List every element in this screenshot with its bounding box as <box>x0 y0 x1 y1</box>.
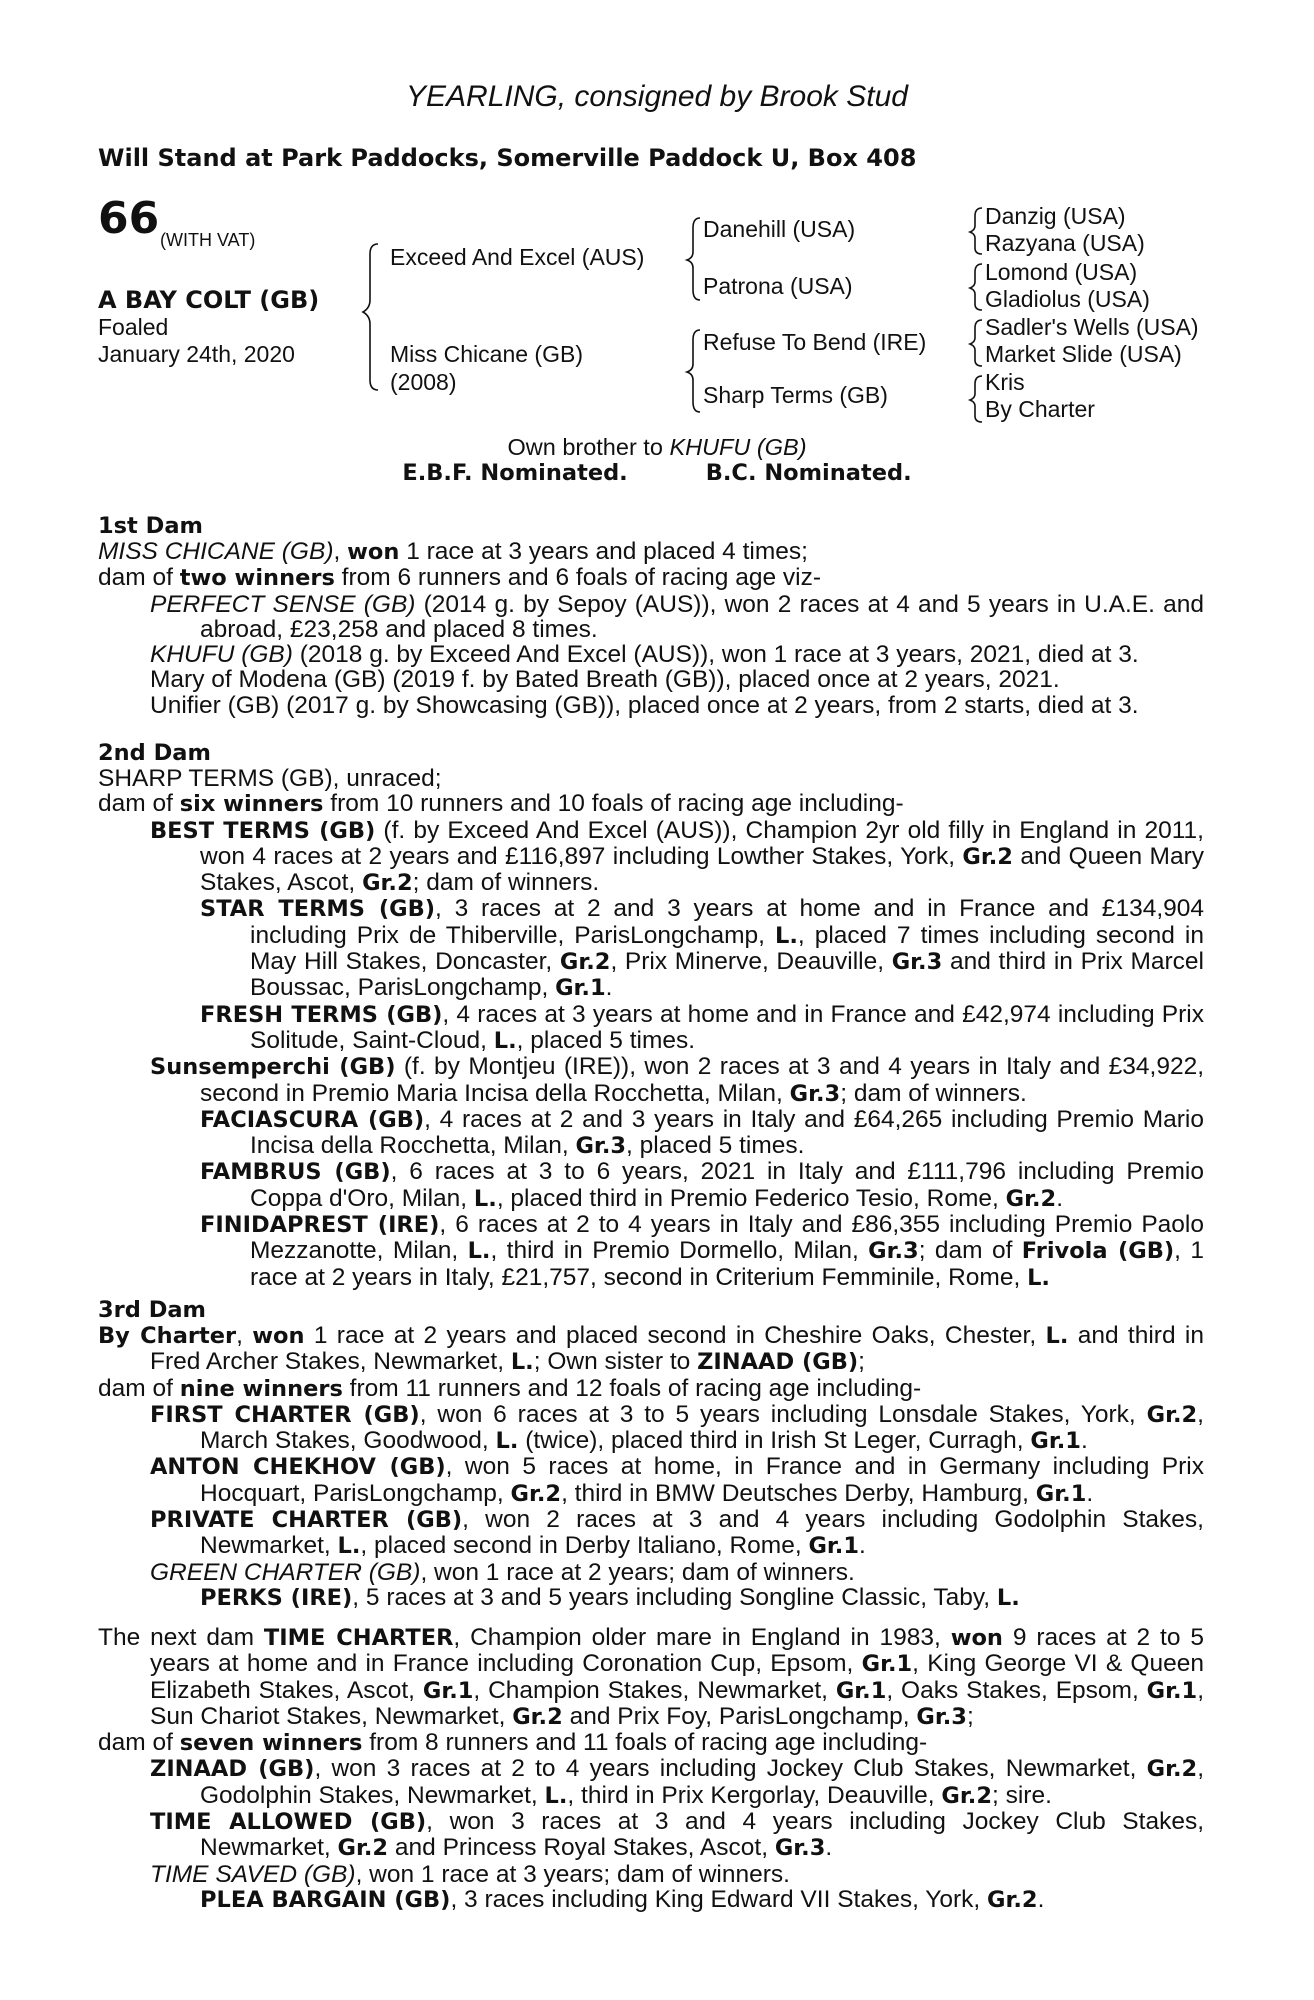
text-run: , Champion Stakes, Newmarket, <box>473 1676 836 1704</box>
text-run: from 10 runners and 10 foals of racing age including- <box>323 790 904 818</box>
pedigree-g3-6: Market Slide (USA) <box>985 341 1182 367</box>
text-run: , won 3 races at 2 to 4 years including Jockey Club Stakes, Newmarket, <box>314 1755 1147 1783</box>
text-run: dam of <box>98 564 180 592</box>
brace-dam <box>687 330 700 412</box>
bold-run: Gr.3 <box>575 1133 627 1160</box>
bold-run: L. <box>544 1782 568 1809</box>
entry-line <box>98 1454 1204 1507</box>
third-dam-section <box>98 1298 1204 1611</box>
entry-line <box>98 539 1204 565</box>
text-run: dam of <box>98 1374 180 1402</box>
bold-run: L. <box>473 1185 497 1212</box>
section-entries <box>98 539 1204 718</box>
pedigree-g3-8: By Charter <box>985 396 1095 422</box>
entry-line <box>98 791 1204 817</box>
bold-run: Gr.1 <box>861 1651 913 1678</box>
text-run: 1 race at 2 years and placed second in Cheshire Oaks, Chester, <box>304 1322 1046 1349</box>
bold-run: L. <box>1027 1264 1050 1291</box>
text-run: . <box>1056 1184 1064 1212</box>
text-run: , third in BMW Deutsches Derby, Hamburg, <box>561 1479 1036 1507</box>
stand-location: Will Stand at Park Paddocks, Somerville Paddock U, Box 408 <box>98 144 917 172</box>
bold-run: By Charter <box>98 1323 237 1349</box>
italic-run: TIME SAVED (GB) <box>150 1860 356 1888</box>
brother-prefix: Own brother to <box>507 434 670 460</box>
text-run: and third in Prix Marcel Boussac, ParisLongchamp, <box>250 948 1204 1002</box>
text-run: ; <box>858 1348 865 1376</box>
text-run: ; dam of <box>918 1237 1022 1265</box>
text-run: from 8 runners and 11 foals of racing age including- <box>362 1729 928 1757</box>
entry-line <box>98 1756 1204 1809</box>
entry-line <box>98 1560 1204 1585</box>
bold-run: Gr.2 <box>1146 1401 1198 1428</box>
entry-line <box>98 693 1204 718</box>
bold-run: Gr.2 <box>512 1703 563 1730</box>
bold-run: FRESH TERMS (GB) <box>200 1001 443 1028</box>
entry-line <box>98 1625 1204 1730</box>
text-run: (twice), placed third in Irish St Leger, Curragh, <box>518 1427 1031 1455</box>
bold-run: FAMBRUS (GB) <box>200 1159 391 1186</box>
entry-line <box>98 592 1204 643</box>
bold-run: seven winners <box>179 1730 363 1757</box>
bold-run: Gr.3 <box>774 1835 826 1862</box>
text-run: , Sun Chariot Stakes, Newmarket, <box>150 1676 1205 1730</box>
text-run: and Princess Royal Stakes, Ascot, <box>388 1834 775 1862</box>
consignment-heading: YEARLING, consigned by Brook Stud <box>406 80 908 113</box>
text-run: (2014 g. by Sepoy (AUS)), won 2 races at 4 and 5 years in U.A.E. and abroad, £23,258 and placed 8 times. <box>200 590 1205 643</box>
section-title: 1st Dam <box>98 513 203 539</box>
section-title: 3rd Dam <box>98 1297 206 1323</box>
bold-run: nine winners <box>179 1375 343 1402</box>
pedigree-g3-7: Kris <box>985 369 1025 395</box>
section-entries <box>98 766 1204 1291</box>
bold-run: Gr.1 <box>1035 1480 1087 1507</box>
text-run: ; dam of winners. <box>840 1079 1027 1107</box>
text-run: , placed 5 times. <box>516 1026 696 1054</box>
text-run: , 4 races at 2 and 3 years in Italy and £64,265 including Premio Mario Incisa della Rocchetta, Milan, <box>250 1105 1204 1160</box>
bold-run: won <box>950 1625 1003 1651</box>
bold-run: ANTON CHEKHOV (GB) <box>150 1454 446 1481</box>
entry-line <box>98 1107 1204 1160</box>
bold-run: L. <box>1045 1323 1069 1349</box>
bold-run: Gr.3 <box>891 949 943 976</box>
entry-line <box>98 1402 1204 1455</box>
text-run: . <box>605 974 613 1002</box>
entry-line <box>98 1585 1204 1611</box>
bold-run: L. <box>467 1238 491 1265</box>
foaled-date: January 24th, 2020 <box>98 341 295 367</box>
text-run: 9 races at 2 to 5 years at home and in France including Coronation Cup, Epsom, <box>150 1624 1204 1678</box>
bold-run: ZINAAD (GB) <box>697 1349 859 1376</box>
bold-run: Gr.3 <box>789 1080 841 1107</box>
brace-main <box>363 244 378 390</box>
bold-run: two winners <box>179 565 335 592</box>
bold-run: Gr.1 <box>422 1677 474 1704</box>
text-run: , won 6 races at 3 to 5 years including Lonsdale Stakes, York, <box>419 1400 1147 1428</box>
bold-run: won <box>252 1323 305 1349</box>
entry-line <box>98 1730 1204 1756</box>
bold-run: L. <box>774 922 798 949</box>
vat-note: (WITH VAT) <box>160 230 256 250</box>
bold-run: Gr.2 <box>1005 1185 1057 1212</box>
pedigree-g3-2: Razyana (USA) <box>985 230 1145 256</box>
text-run: , King George VI & Queen Elizabeth Stakes, Ascot, <box>150 1650 1204 1704</box>
pedigree-sire-dam: Patrona (USA) <box>703 273 853 299</box>
bold-run: Gr.2 <box>1146 1756 1198 1783</box>
bold-run: L. <box>996 1584 1020 1611</box>
pedigree-g3-5: Sadler's Wells (USA) <box>985 314 1199 340</box>
bold-run: Gr.2 <box>941 1782 992 1809</box>
entry-line <box>98 1887 1204 1913</box>
text-run: , 6 races at 2 to 4 years in Italy and £86,355 including Premio Paolo Mezzanotte, Milan, <box>250 1211 1204 1265</box>
next-dam-section <box>98 1625 1204 1913</box>
bold-run: Gr.2 <box>337 1835 389 1862</box>
bold-run: FIRST CHARTER (GB) <box>150 1401 420 1428</box>
text-run: , placed 5 times. <box>626 1132 805 1160</box>
bold-run: PRIVATE CHARTER (GB) <box>150 1507 463 1534</box>
text-run: , <box>236 1322 253 1349</box>
text-run: , <box>333 538 348 565</box>
bold-run: PLEA BARGAIN (GB) <box>200 1886 451 1913</box>
bold-run: STAR TERMS (GB) <box>200 896 436 923</box>
pedigree-g3-4: Gladiolus (USA) <box>985 286 1150 312</box>
text-run: , Godolphin Stakes, Newmarket, <box>200 1755 1204 1809</box>
text-run: from 11 runners and 12 foals of racing age including- <box>342 1374 922 1402</box>
bold-run: TIME CHARTER <box>263 1625 454 1651</box>
text-run: (2018 g. by Exceed And Excel (AUS)), won 1 race at 3 years, 2021, died at 3. <box>292 641 1139 669</box>
italic-run: MISS CHICANE (GB) <box>98 538 334 565</box>
text-run: , Oaks Stakes, Epsom, <box>886 1676 1147 1704</box>
pedigree-sire-sire: Danehill (USA) <box>703 216 856 242</box>
pedigree-g3-1: Danzig (USA) <box>985 203 1126 229</box>
text-run: . <box>1086 1479 1094 1507</box>
section-entries <box>98 1323 1204 1611</box>
bold-run: BEST TERMS (GB) <box>150 817 376 844</box>
text-run: , third in Premio Dormello, Milan, <box>490 1237 869 1265</box>
text-run: , won 3 races at 3 and 4 years including Jockey Club Stakes, Newmarket, <box>200 1808 1205 1862</box>
text-run: , won 5 races at home, in France and in Germany including Prix Hocquart, ParisLongchamp, <box>200 1453 1204 1507</box>
text-run: , Prix Minerve, Deauville, <box>610 948 892 976</box>
entry-line <box>98 766 1204 791</box>
entry-line <box>98 1212 1204 1291</box>
bold-run: won <box>347 539 400 565</box>
text-run: (f. by Montjeu (IRE)), won 2 races at 3 and 4 years in Italy and £34,922, second in Premio Maria Incisa della Rocchetta, Milan, <box>200 1053 1204 1107</box>
first-dam-section <box>98 514 1204 718</box>
text-run: . <box>1037 1885 1045 1913</box>
text-run: ; Own sister to <box>533 1348 698 1376</box>
text-run: , 1 race at 2 years in Italy, £21,757, second in Criterium Femminile, Rome, <box>250 1237 1204 1291</box>
pedigree-dam-year: (2008) <box>390 369 457 395</box>
text-run: . <box>1080 1427 1088 1455</box>
entry-line <box>98 565 1204 591</box>
pedigree-dam-dam: Sharp Terms (GB) <box>703 382 888 408</box>
brace-refuse <box>970 320 982 366</box>
entry-line <box>98 1376 1204 1402</box>
italic-run: KHUFU (GB) <box>150 641 293 669</box>
brother-name: KHUFU (GB) <box>669 434 807 460</box>
text-run: and Prix Foy, ParisLongchamp, <box>562 1702 917 1730</box>
pedigree-g3-3: Lomond (USA) <box>985 259 1138 285</box>
italic-run: PERFECT SENSE (GB) <box>150 590 416 618</box>
entry-line <box>98 1323 1204 1376</box>
brace-patrona <box>970 264 982 310</box>
pedigree-sire: Exceed And Excel (AUS) <box>390 244 645 270</box>
text-run: from 6 runners and 6 foals of racing age viz- <box>334 564 822 592</box>
bold-run: L. <box>510 1349 534 1376</box>
lot-number: 66 <box>98 193 160 244</box>
pedigree-dam: Miss Chicane (GB) <box>390 341 583 367</box>
bold-run: FACIASCURA (GB) <box>200 1106 425 1133</box>
bold-run: TIME ALLOWED (GB) <box>150 1809 427 1836</box>
text-run: , third in Prix Kergorlay, Deauville, <box>567 1781 942 1809</box>
text-run: ; sire. <box>991 1781 1052 1809</box>
entry-line <box>98 1159 1204 1212</box>
entry-line <box>98 667 1204 692</box>
nomination-line <box>0 460 1314 486</box>
entry-line <box>98 1862 1204 1887</box>
brother-note <box>0 435 1314 460</box>
bc-nomination: B.C. Nominated. <box>705 460 912 486</box>
text-run: , placed third in Premio Federico Tesio, Rome, <box>496 1184 1006 1212</box>
bold-run: Gr.2 <box>987 1886 1038 1913</box>
text-run: and Queen Mary Stakes, Ascot, <box>200 842 1204 897</box>
text-run: , placed second in Derby Italiano, Rome, <box>360 1532 809 1560</box>
text-run: , 3 races including King Edward VII Stakes, York, <box>450 1885 988 1913</box>
bold-run: Gr.1 <box>1146 1677 1198 1704</box>
text-run: dam of <box>98 1729 180 1757</box>
entry-line <box>98 1507 1204 1560</box>
bold-run: L. <box>337 1533 361 1560</box>
bold-run: Gr.2 <box>962 843 1013 870</box>
bold-run: L. <box>495 1428 519 1455</box>
bold-run: Sunsemperchi (GB) <box>150 1054 396 1081</box>
text-run: , won 1 race at 3 years; dam of winners. <box>355 1860 790 1888</box>
bold-run: Gr.1 <box>1030 1428 1081 1455</box>
second-dam-section <box>98 741 1204 1291</box>
text-run: , won 2 races at 3 and 4 years including Godolphin Stakes, Newmarket, <box>200 1506 1204 1560</box>
entry-line <box>98 1002 1204 1055</box>
entry-line <box>98 1054 1204 1107</box>
entry-line <box>98 896 1204 1001</box>
text-run: The next dam <box>98 1624 264 1651</box>
bold-run: FINIDAPREST (IRE) <box>200 1212 440 1239</box>
text-run: ; <box>966 1702 974 1730</box>
text-run: 1 race at 3 years and placed 4 times; <box>399 538 808 565</box>
bold-run: PERKS (IRE) <box>200 1584 353 1611</box>
text-run: ; dam of winners. <box>412 869 600 897</box>
text-run: , 3 races at 2 and 3 years at home and in France and £134,904 including Prix de Thiberville, ParisLongchamp, <box>250 895 1204 949</box>
bold-run: Gr.3 <box>868 1238 919 1265</box>
text-run: , March Stakes, Goodwood, <box>200 1400 1204 1455</box>
pedigree-dam-sire: Refuse To Bend (IRE) <box>703 329 927 355</box>
bold-run: L. <box>493 1027 517 1054</box>
text-run: Mary of Modena (GB) (2019 f. by Bated Breath (GB)), placed once at 2 years, 2021. <box>150 666 1060 694</box>
ebf-nomination: E.B.F. Nominated. <box>402 460 628 486</box>
text-run: dam of <box>98 790 180 818</box>
foaled-label: Foaled <box>98 314 169 340</box>
text-run: Unifier (GB) (2017 g. by Showcasing (GB)), placed once at 2 years, from 2 starts, died at 3. <box>150 691 1139 719</box>
bold-run: Frivola (GB) <box>1021 1238 1175 1265</box>
entry-line <box>98 1809 1204 1862</box>
text-run: . <box>859 1532 866 1560</box>
text-run: and third in Fred Archer Stakes, Newmarket, <box>150 1322 1204 1376</box>
bold-run: Gr.2 <box>559 949 611 976</box>
bold-run: Gr.1 <box>555 975 606 1002</box>
bold-run: Gr.2 <box>362 870 413 897</box>
section-title: 2nd Dam <box>98 740 211 766</box>
bold-run: Gr.3 <box>916 1703 967 1730</box>
text-run: , won 1 race at 2 years; dam of winners. <box>420 1558 855 1586</box>
brace-sharp <box>970 376 982 422</box>
text-run: , Champion older mare in England in 1983, <box>453 1624 951 1651</box>
brace-danehill <box>970 208 982 254</box>
lot-description: A BAY COLT (GB) <box>98 286 320 314</box>
text-run: , 6 races at 3 to 6 years, 2021 in Italy and £111,796 including Premio Coppa d'Oro, Milan, <box>250 1158 1204 1212</box>
bold-run: six winners <box>179 791 324 818</box>
bold-run: ZINAAD (GB) <box>150 1756 315 1783</box>
text-run: . <box>825 1834 833 1862</box>
text-run: , placed 7 times including second in May Hill Stakes, Doncaster, <box>250 921 1204 976</box>
bold-run: Gr.2 <box>510 1480 562 1507</box>
brace-sire <box>687 218 700 300</box>
text-run: (f. by Exceed And Excel (AUS)), Champion 2yr old filly in England in 2011, won 4 races at 2 years and £116,897 including Lowther Stakes, York, <box>200 816 1204 870</box>
entry-line <box>98 818 1204 897</box>
bold-run: Gr.1 <box>808 1533 860 1560</box>
section-entries <box>98 1625 1204 1913</box>
text-run: , 5 races at 3 and 5 years including Songline Classic, Taby, <box>352 1583 997 1611</box>
bold-run: Gr.1 <box>835 1677 887 1704</box>
text-run: , 4 races at 3 years at home and in France and £42,974 including Prix Solitude, Saint-Cloud, <box>250 1000 1204 1054</box>
italic-run: GREEN CHARTER (GB) <box>150 1558 421 1586</box>
text-run: SHARP TERMS (GB), unraced; <box>98 765 442 792</box>
entry-line <box>98 642 1204 667</box>
